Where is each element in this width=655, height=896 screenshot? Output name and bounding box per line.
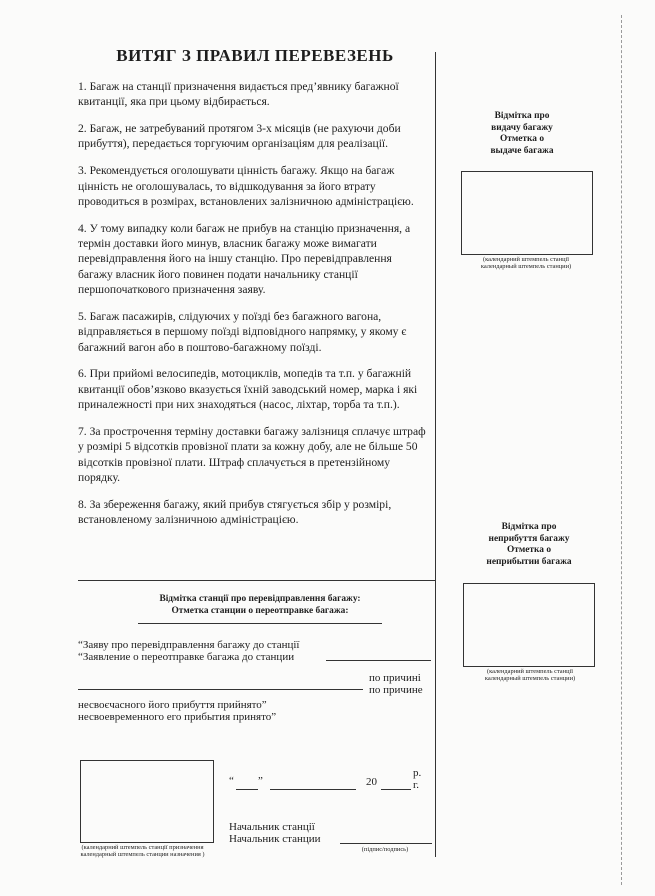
nonarrival-stamp-box[interactable] [463, 583, 595, 667]
rule-4: 4. У тому випадку коли багаж не прибув на станцію призначення, а термін доставки його минув, власник багажу може вимагати перевідправлення його на іншу станцію. Про перевідправлення багажу власник його повинен подати начальнику станції першопочаткового призначення заяву. [78, 221, 411, 297]
section-divider [78, 580, 435, 581]
day-line[interactable] [236, 789, 258, 790]
issue-mark-label: Відмітка про видачу багажу Отметка о выдаче багажа [490, 111, 554, 156]
rule-7: 7. За прострочення терміну доставки багажу залізниця сплачує штраф у розмірі 5 відсотків провізної плати за кожну добу, але не більше 50 відсотків провізної плати. Штраф сплачується в претензійному порядку. [78, 424, 426, 484]
rule-3: 3. Рекомендується оголошувати цінність багажу. Якщо на багаж цінність не оголошувалась, то відшкодування за його втрату проводиться в розмірах, встановлених залізничною адміністрацією. [78, 164, 414, 208]
rule-6: 6. При прийомі велосипедів, мотоциклів, мопедів та т.п. у багажній квитанції обов’язково вказується їхній заводський номер, марка і які приналежності при них знаходяться (насос, ліхтар, торба та т.п.). [78, 367, 418, 412]
year-line[interactable] [381, 789, 411, 790]
signature-caption: (підпис/подпись) [361, 846, 409, 853]
untimely-label: несвоєчасного його прибуття прийнято” несвоевременного его прибытия принято” [78, 699, 277, 723]
month-line[interactable] [270, 789, 356, 790]
rule-5: 5. Багаж пасажирів, слідуючих у поїзді без багажного вагона, відправляється в першому поїзді відповідного напрямку, у якому є багажний вагон або в поштово-багажному поїзді. [78, 309, 407, 354]
date-quote-open: “ [229, 775, 234, 787]
reason-line[interactable] [78, 689, 363, 690]
rule-8: 8. За збереження багажу, який прибув стягується збір у розмірі, встановленому залізничною адміністрацією. [78, 497, 392, 526]
reason-label: по причині по причине [369, 672, 423, 696]
destination-station-line[interactable] [326, 660, 431, 661]
year-prefix: 20 [366, 776, 377, 788]
column-divider [435, 52, 436, 857]
rule-1: 1. Багаж на станції призначення видається пред’явнику багажної квитанції, яка при цьому відбирається. [78, 80, 399, 109]
destination-stamp-box[interactable] [80, 760, 214, 843]
nonarrival-stamp-caption: (календарний штемпель станції календарный штемпель станции) [484, 668, 576, 683]
issue-stamp-box[interactable] [461, 171, 593, 255]
tear-line [621, 15, 622, 885]
document-title: ВИТЯГ З ПРАВИЛ ПЕРЕВЕЗЕНЬ [116, 46, 394, 65]
year-suffix: р. г. [413, 767, 422, 791]
issue-stamp-caption: (календарний штемпель станції календарный штемпель станции) [480, 256, 572, 271]
signature-line[interactable] [340, 843, 432, 844]
chief-label: Начальник станції Начальник станции [229, 821, 321, 845]
resend-title: Відмітка станції про перевідправлення багажу: Отметка станции о переотправке багажа: [159, 594, 361, 616]
request-label: “Заяву про перевідправлення багажу до станції “Заявление о переотправке багажа до станции [78, 639, 300, 663]
nonarrival-mark-label: Відмітка про неприбуття багажу Отметка о неприбытии багажа [486, 522, 572, 567]
rule-2: 2. Багаж, не затребуваний протягом 3-х місяців (не рахуючи доби прибуття), передається торгуючим організаціям для реалізації. [78, 122, 401, 151]
resend-title-line [138, 623, 382, 624]
rules-list [78, 79, 426, 539]
date-quote-close: ” [258, 775, 263, 787]
destination-stamp-caption: (календарний штемпель станції призначення календарный штемпель станции назначения ) [80, 844, 205, 859]
